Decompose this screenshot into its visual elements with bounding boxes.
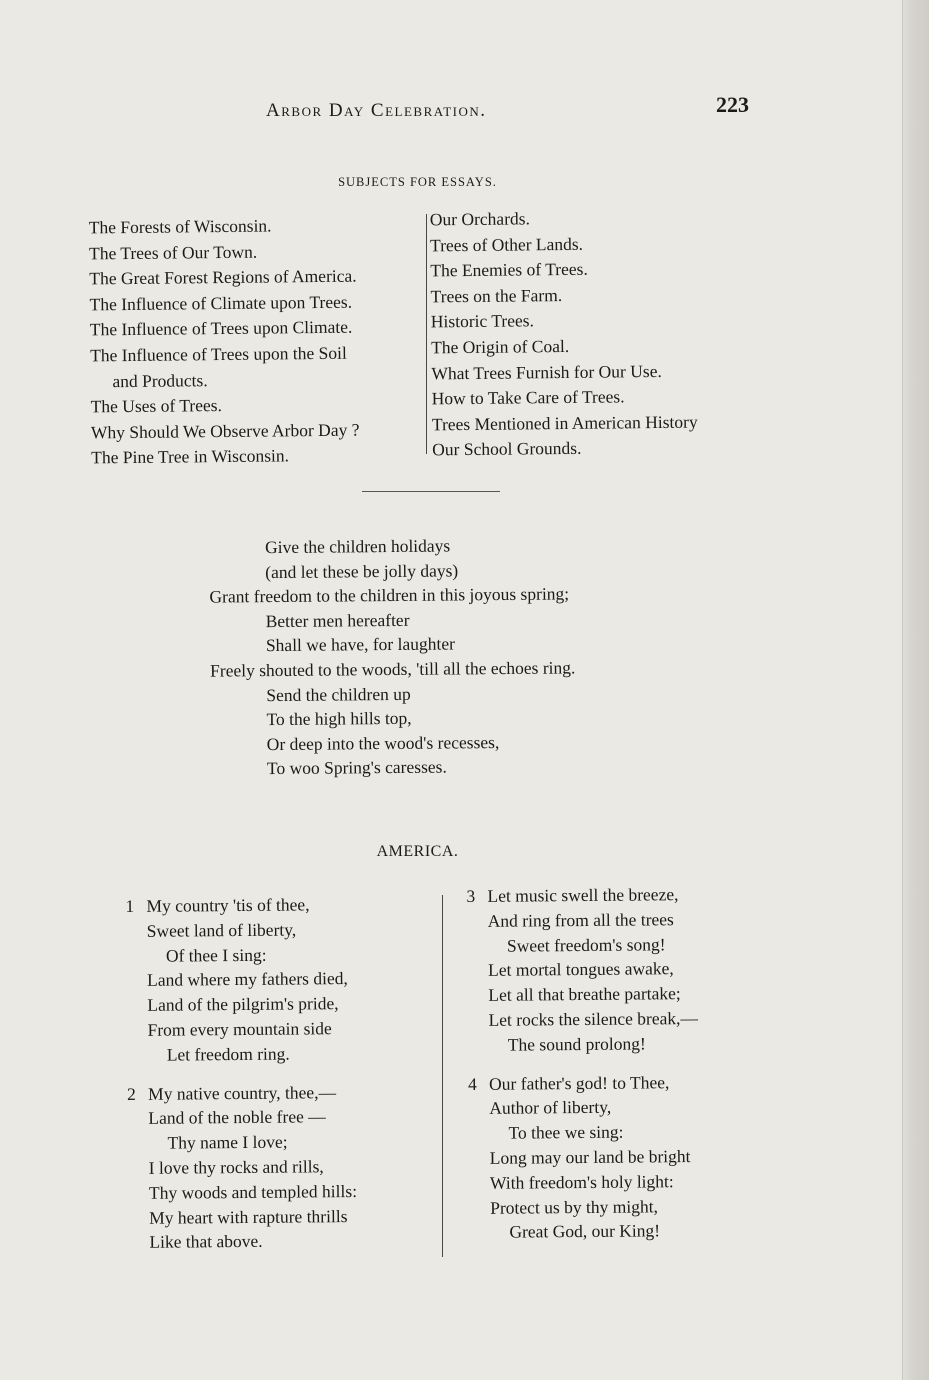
stanza-line: From every mountain side bbox=[147, 1018, 332, 1040]
stanza bbox=[127, 1080, 358, 1256]
poem-line: Send the children up bbox=[266, 683, 411, 705]
poem bbox=[209, 532, 576, 781]
stanza-line: Let music swell the breeze, bbox=[487, 884, 679, 906]
poem-line: To the high hills top, bbox=[266, 707, 412, 730]
hymn-column-left bbox=[125, 892, 357, 1269]
america-heading: AMERICA. bbox=[376, 843, 459, 860]
stanza-number: 2 bbox=[127, 1083, 136, 1104]
stanza-line: Great God, our King! bbox=[509, 1220, 661, 1243]
section-divider bbox=[362, 491, 500, 492]
stanza-line: Let freedom ring. bbox=[166, 1043, 290, 1065]
column-rule bbox=[426, 214, 427, 454]
stanza-number: 3 bbox=[466, 885, 476, 907]
essay-topic: The Uses of Trees. bbox=[90, 395, 223, 417]
stanza-line: Land of the noble free — bbox=[148, 1106, 326, 1129]
poem-line: (and let these be jolly days) bbox=[265, 560, 459, 582]
stanza-line: To thee we sing: bbox=[508, 1121, 624, 1143]
essay-topic: Our Orchards. bbox=[429, 208, 531, 230]
stanza bbox=[125, 892, 356, 1068]
stanza-line: My heart with rapture thrills bbox=[149, 1205, 348, 1228]
stanza-line: My country 'tis of thee, bbox=[146, 894, 310, 916]
stanza-line: Author of liberty, bbox=[489, 1097, 612, 1119]
essays-list-right bbox=[430, 205, 698, 464]
essay-topic: The Influence of Trees upon Climate. bbox=[89, 317, 353, 340]
stanza-line: Sweet land of liberty, bbox=[146, 919, 297, 941]
stanza-line: And ring from all the trees bbox=[487, 909, 674, 931]
stanza-line: Of thee I sing: bbox=[165, 944, 267, 966]
essays-list-left bbox=[89, 213, 360, 472]
essay-topic: The Trees of Our Town. bbox=[88, 241, 258, 264]
stanza-line: The sound prolong! bbox=[507, 1033, 646, 1055]
page-number: 223 bbox=[716, 92, 749, 117]
essay-topic: Historic Trees. bbox=[430, 310, 535, 332]
essay-topic-continued: and Products. bbox=[112, 369, 208, 391]
poem-line: Better men hereafter bbox=[265, 609, 410, 631]
essay-topic: The Influence of Trees upon the Soil bbox=[90, 342, 347, 366]
stanza-line: Long may our land be bright bbox=[489, 1146, 691, 1168]
essay-topic: Trees on the Farm. bbox=[430, 284, 563, 307]
hymn-column-right bbox=[466, 882, 700, 1259]
page-edge bbox=[902, 0, 929, 1380]
poem-line: Give the children holidays bbox=[264, 535, 451, 558]
stanza-line: Let rocks the silence break,— bbox=[488, 1007, 699, 1030]
poem-line: Grant freedom to the children in this joyous spring; bbox=[209, 583, 570, 607]
essay-topic: The Pine Tree in Wisconsin. bbox=[91, 445, 290, 468]
stanza-line: Sweet freedom's song! bbox=[506, 933, 666, 956]
stanza-line: Land of the pilgrim's pride, bbox=[147, 993, 339, 1016]
stanza-line: With freedom's holy light: bbox=[489, 1170, 674, 1193]
stanza-line: I love thy rocks and rills, bbox=[148, 1156, 324, 1178]
essay-topic: Trees Mentioned in American History bbox=[431, 411, 698, 435]
essay-topic: Why Should We Observe Arbor Day ? bbox=[90, 419, 360, 443]
essay-topic: What Trees Furnish for Our Use. bbox=[431, 360, 662, 383]
poem-line: To woo Spring's caresses. bbox=[266, 756, 447, 779]
stanza-line: Thy name I love; bbox=[167, 1131, 288, 1153]
essay-topic: The Influence of Climate upon Trees. bbox=[89, 291, 353, 315]
stanza bbox=[466, 882, 698, 1058]
poem-line: Shall we have, for laughter bbox=[265, 633, 456, 656]
essay-topic: How to Take Care of Trees. bbox=[431, 386, 625, 409]
stanza-line: Thy woods and templed hills: bbox=[148, 1180, 358, 1203]
essay-topic: Trees of Other Lands. bbox=[429, 233, 584, 255]
stanza-line: Let all that breathe partake; bbox=[488, 983, 681, 1006]
stanza-number: 1 bbox=[125, 895, 135, 917]
essay-topic: The Origin of Coal. bbox=[431, 335, 570, 358]
stanza-line: Protect us by thy might, bbox=[490, 1195, 658, 1218]
essay-topic: Our School Grounds. bbox=[432, 438, 582, 460]
stanza-number: 4 bbox=[468, 1073, 477, 1094]
stanza-line: Land where my fathers died, bbox=[147, 968, 348, 991]
stanza-line: Let mortal tongues awake, bbox=[488, 958, 674, 981]
column-rule bbox=[442, 895, 443, 1257]
essay-topic: The Enemies of Trees. bbox=[430, 258, 588, 281]
essays-heading: SUBJECTS FOR ESSAYS. bbox=[338, 175, 497, 189]
essay-topic: The Forests of Wisconsin. bbox=[88, 215, 272, 238]
running-head: Arbor Day Celebration. bbox=[266, 100, 487, 121]
stanza bbox=[468, 1070, 700, 1246]
stanza-line: Like that above. bbox=[149, 1231, 263, 1253]
essay-topic: The Great Forest Regions of America. bbox=[89, 265, 357, 289]
poem-line: Freely shouted to the woods, 'till all the echoes ring. bbox=[210, 657, 576, 681]
poem-line: Or deep into the wood's recesses, bbox=[266, 731, 500, 754]
stanza-line: Our father's god! to Thee, bbox=[489, 1071, 670, 1094]
stanza-line: My native country, thee,— bbox=[148, 1081, 337, 1104]
